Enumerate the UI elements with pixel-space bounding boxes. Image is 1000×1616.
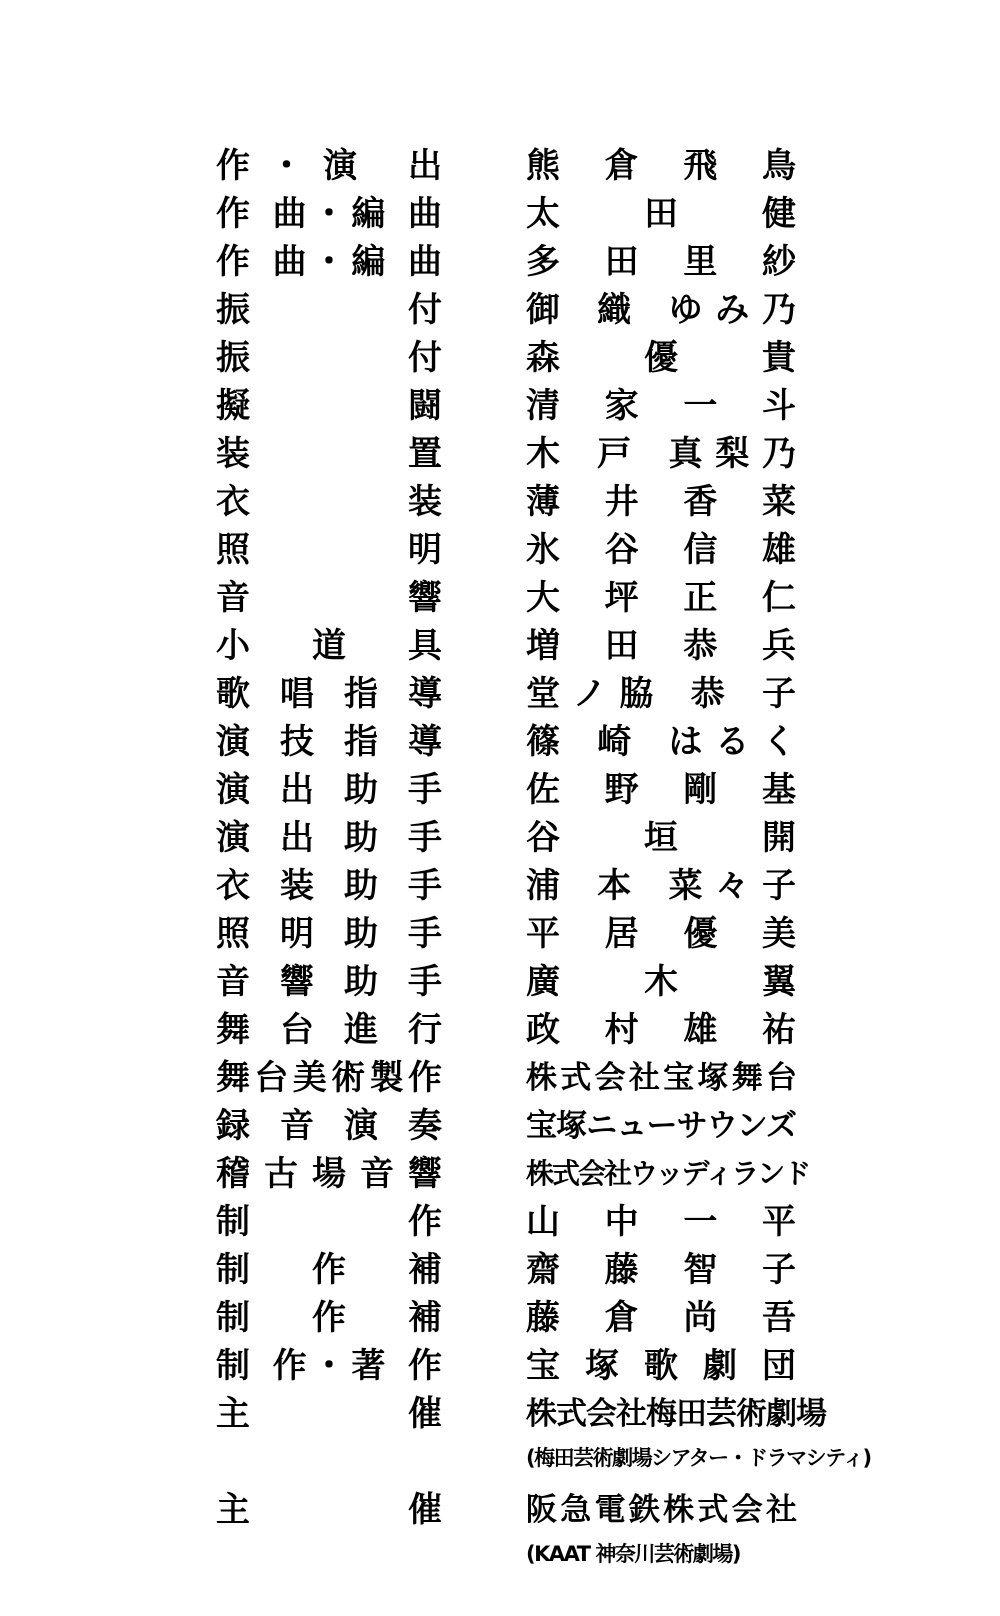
- credit-role: 演 出 助 手: [216, 818, 442, 858]
- credit-role: 振 付: [216, 290, 442, 330]
- credit-role: 制 作: [216, 1202, 442, 1242]
- credit-name: 浦 本 菜々子: [526, 866, 796, 906]
- credit-row: [216, 1150, 810, 1198]
- credit-role: 歌 唱 指 導: [216, 674, 442, 714]
- credit-row: [216, 1006, 796, 1054]
- credit-name: 宝塚ニューサウンズ: [526, 1108, 796, 1144]
- credit-name: 大 坪 正 仁: [526, 578, 796, 618]
- credit-role: 振 付: [216, 338, 442, 378]
- credit-role: 作・演 出: [216, 146, 442, 186]
- credit-name: 森 優 貴: [526, 338, 796, 378]
- credit-row: [216, 142, 796, 190]
- credit-role: 衣 装: [216, 482, 442, 522]
- credit-role: 制 作 補: [216, 1298, 442, 1338]
- credit-name: 氷 谷 信 雄: [526, 530, 796, 570]
- credit-role: 作 曲・編 曲: [216, 242, 442, 282]
- credit-row: [216, 286, 796, 334]
- credit-name: 宝 塚 歌 劇 団: [526, 1346, 796, 1386]
- credit-role: 擬 闘: [216, 386, 442, 426]
- credit-row: [216, 382, 796, 430]
- credit-role: 演 技 指 導: [216, 722, 442, 762]
- credit-role: 録 音 演 奏: [216, 1106, 442, 1146]
- credit-row: [216, 718, 796, 766]
- credit-role: 衣 装 助 手: [216, 866, 442, 906]
- credit-row: [216, 478, 796, 526]
- credit-row: [216, 1102, 796, 1150]
- credits-list: [216, 142, 871, 1582]
- credit-row: [216, 910, 796, 958]
- credit-role: 稽 古 場 音 響: [216, 1154, 442, 1194]
- credit-row: [216, 238, 796, 286]
- credit-role: 装 置: [216, 434, 442, 474]
- credit-row: [216, 814, 796, 862]
- credit-name: 阪急電鉄株式会社: [526, 1492, 796, 1528]
- credit-row: [216, 526, 796, 574]
- credit-name: 木 戸 真梨乃: [526, 434, 796, 474]
- credit-name: 株式会社梅田芸術劇場: [526, 1396, 826, 1432]
- credit-name: 政 村 雄 祐: [526, 1010, 796, 1050]
- credit-row: [216, 1390, 871, 1486]
- credit-name: 熊 倉 飛 鳥: [526, 146, 796, 186]
- credit-row: [216, 334, 796, 382]
- credit-row: [216, 190, 796, 238]
- credit-name: 平 居 優 美: [526, 914, 796, 954]
- credit-name: 堂ノ脇 恭 子: [526, 674, 796, 714]
- credit-name: 藤 倉 尚 吾: [526, 1298, 796, 1338]
- credit-name: 谷 垣 開: [526, 818, 796, 858]
- credit-name: 御 織 ゆみ乃: [526, 290, 796, 330]
- credit-role: 舞台美術製作: [216, 1058, 442, 1098]
- credit-name: 多 田 里 紗: [526, 242, 796, 282]
- credit-role: 照 明: [216, 530, 442, 570]
- credit-name: 薄 井 香 菜: [526, 482, 796, 522]
- credit-row: [216, 1486, 796, 1582]
- credit-name-note: (KAAT 神奈川芸術劇場): [526, 1542, 740, 1566]
- credit-row: [216, 862, 796, 910]
- credit-role: 制 作 補: [216, 1250, 442, 1290]
- credit-row: [216, 1246, 796, 1294]
- credit-name: 廣 木 翼: [526, 962, 796, 1002]
- credit-row: [216, 1294, 796, 1342]
- credit-row: [216, 670, 796, 718]
- credit-name-block: [526, 1390, 871, 1478]
- credit-name: 株式会社宝塚舞台: [526, 1060, 796, 1096]
- credit-name: 篠 崎 はるく: [526, 722, 796, 762]
- credit-role: 音 響 助 手: [216, 962, 442, 1002]
- credit-row: [216, 1198, 796, 1246]
- credit-name: 増 田 恭 兵: [526, 626, 796, 666]
- credit-row: [216, 1054, 796, 1102]
- credit-role: 制 作・著 作: [216, 1346, 442, 1386]
- credit-row: [216, 1342, 796, 1390]
- credit-row: [216, 430, 796, 478]
- credit-name: 株式会社ウッディランド: [526, 1157, 810, 1190]
- credit-name: 山 中 一 平: [526, 1202, 796, 1242]
- credit-role: 演 出 助 手: [216, 770, 442, 810]
- credit-role: 小 道 具: [216, 626, 442, 666]
- credit-name: 清 家 一 斗: [526, 386, 796, 426]
- credit-name: 佐 野 剛 基: [526, 770, 796, 810]
- credit-role: 作 曲・編 曲: [216, 194, 442, 234]
- credit-role: 主 催: [216, 1394, 442, 1434]
- credit-role: 照 明 助 手: [216, 914, 442, 954]
- credit-row: [216, 958, 796, 1006]
- credit-role: 舞 台 進 行: [216, 1010, 442, 1050]
- credit-name: 齋 藤 智 子: [526, 1250, 796, 1290]
- credit-role: 主 催: [216, 1490, 442, 1530]
- credit-row: [216, 622, 796, 670]
- credit-role: 音 響: [216, 578, 442, 618]
- credit-row: [216, 766, 796, 814]
- credit-row: [216, 574, 796, 622]
- credit-name: 太 田 健: [526, 194, 796, 234]
- credit-name-block: [526, 1486, 796, 1574]
- credit-name-note: (梅田芸術劇場シアター・ドラマシティ): [526, 1446, 871, 1470]
